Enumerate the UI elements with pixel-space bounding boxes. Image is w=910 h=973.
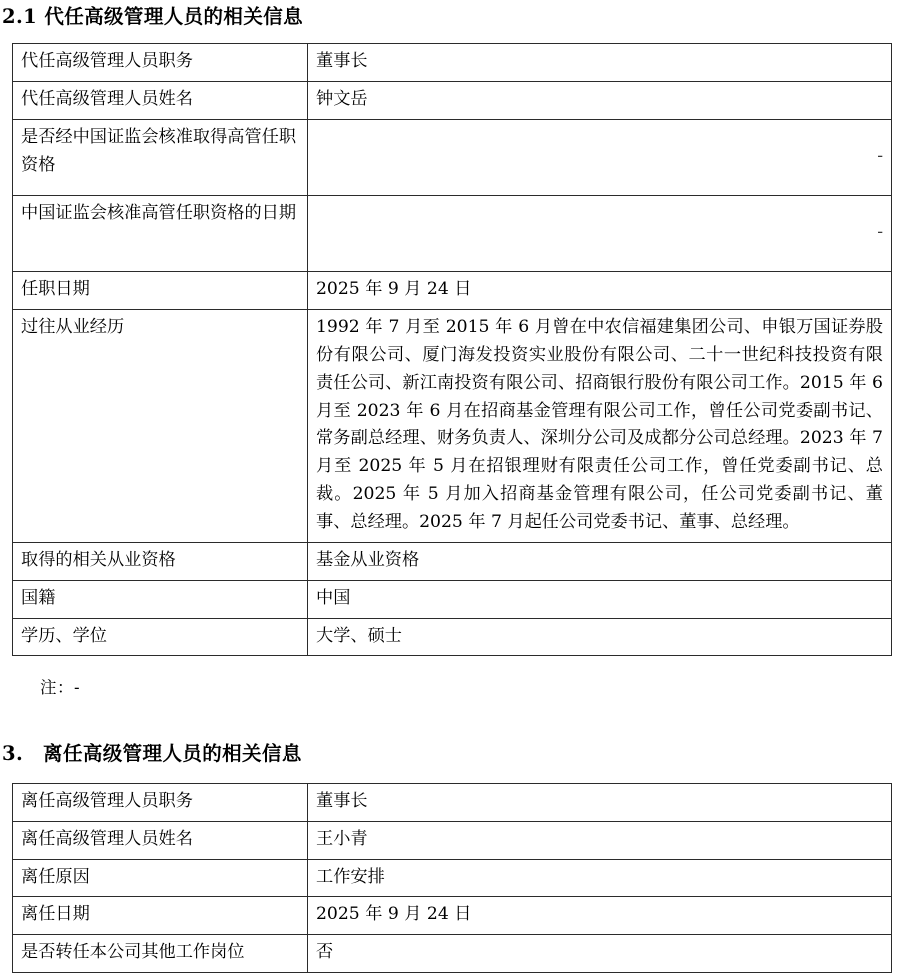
row-value: 中国 — [308, 580, 892, 618]
row-value: - — [308, 196, 892, 272]
row-label: 是否转任本公司其他工作岗位 — [13, 935, 308, 973]
table-row — [13, 618, 892, 656]
table-row — [13, 897, 892, 935]
table-row — [13, 196, 892, 272]
table-note: 注：- — [40, 678, 81, 698]
row-value: 基金从业资格 — [308, 542, 892, 580]
row-label: 离任原因 — [13, 859, 308, 897]
document-page — [0, 2, 910, 973]
row-value: 钟文岳 — [308, 82, 892, 120]
table-row — [13, 272, 892, 310]
table-row — [13, 542, 892, 580]
row-value: 2025 年 9 月 24 日 — [308, 272, 892, 310]
row-label: 代任高级管理人员姓名 — [13, 82, 308, 120]
row-label: 过往从业经历 — [13, 309, 308, 542]
acting-executive-table — [12, 43, 892, 656]
section-heading-departing: 3. 离任高级管理人员的相关信息 — [2, 742, 302, 766]
table-row — [13, 935, 892, 973]
table-row — [13, 120, 892, 196]
spacer — [0, 698, 910, 742]
row-label: 代任高级管理人员职务 — [13, 44, 308, 82]
row-label: 任职日期 — [13, 272, 308, 310]
row-value: 2025 年 9 月 24 日 — [308, 897, 892, 935]
row-label: 离任日期 — [13, 897, 308, 935]
row-value: 董事长 — [308, 783, 892, 821]
row-value: - — [308, 120, 892, 196]
table-row — [13, 44, 892, 82]
row-value: 大学、硕士 — [308, 618, 892, 656]
table-row — [13, 783, 892, 821]
table-row — [13, 821, 892, 859]
spacer — [0, 767, 910, 783]
section-heading-acting: 2.1 代任高级管理人员的相关信息 — [2, 5, 304, 28]
row-label: 离任高级管理人员姓名 — [13, 821, 308, 859]
row-value: 董事长 — [308, 44, 892, 82]
row-label: 国籍 — [13, 580, 308, 618]
row-label: 学历、学位 — [13, 618, 308, 656]
row-label: 取得的相关从业资格 — [13, 542, 308, 580]
row-label: 是否经中国证监会核准取得高管任职资格 — [13, 120, 308, 196]
row-value: 否 — [308, 935, 892, 973]
table-row-biography — [13, 309, 892, 542]
row-label: 中国证监会核准高管任职资格的日期 — [13, 196, 308, 272]
row-value-biography: 1992 年 7 月至 2015 年 6 月曾在中农信福建集团公司、申银万国证券股份有限公司、厦门海发投资实业股份有限公司、二十一世纪科技投资有限责任公司、新江南投资有限公司、招商银行股份有限公司工作。2015 年 6 月至 2023 年 6 月在招商基金管理有限公司工作，曾任公司党委副书记、常务副总经理、财务负责人、深圳分公司及成都分公司总经理。2023 年 7 月至 2025 年 5 月在招银理财有限责任公司工作，曾任党委副书记、总裁。2025 年 5 月加入招商基金管理有限公司，任公司党委副书记、董事、总经理。2025 年 7 月起任公司党委书记、董事、总经理。 — [308, 309, 892, 542]
row-value: 王小青 — [308, 821, 892, 859]
table-row — [13, 82, 892, 120]
table-row — [13, 580, 892, 618]
spacer — [0, 29, 910, 43]
row-label: 离任高级管理人员职务 — [13, 783, 308, 821]
table-row — [13, 859, 892, 897]
row-value: 工作安排 — [308, 859, 892, 897]
departing-executive-table — [12, 783, 892, 973]
